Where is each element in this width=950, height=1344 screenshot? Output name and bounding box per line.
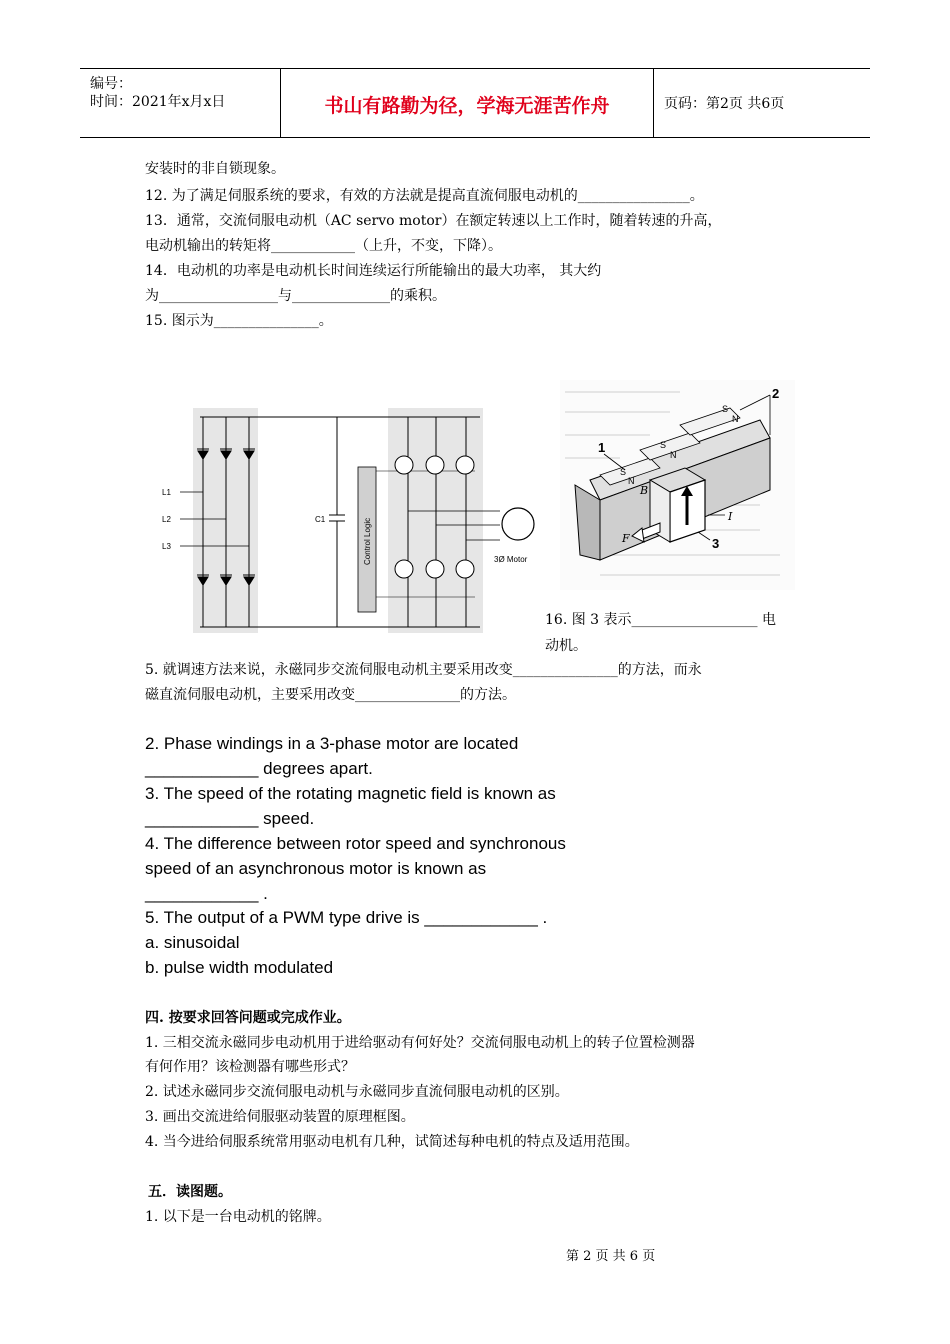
motor-label: 3Ø Motor — [494, 555, 528, 564]
question-5-cont: 磁直流伺服电动机，主要采用改变_______________的方法。 — [145, 687, 516, 703]
header-page-cell — [654, 69, 870, 137]
page-info: 页码：第2页 共6页 — [664, 96, 785, 112]
section-5-item: 1. 以下是一台电动机的铭牌。 — [145, 1209, 331, 1225]
pole-n-1: N — [628, 476, 635, 486]
control-logic-label: Control Logic — [363, 517, 372, 565]
section-4-item: 2. 试述永磁同步交流伺服电动机与永磁同步直流伺服电动机的区别。 — [145, 1084, 569, 1100]
label-c1: C1 — [315, 515, 326, 524]
section-5-title: 五．读图题。 — [148, 1184, 232, 1200]
pole-n-3: N — [732, 414, 739, 424]
capacitor-c1 — [329, 417, 345, 627]
callout-2: 2 — [772, 386, 780, 401]
question-13: 13．通常，交流伺服电动机（AC servo motor）在额定转速以上工作时，随着转速的升高， — [145, 213, 722, 229]
english-line: speed of an asynchronous motor is known as — [145, 859, 487, 878]
inverter-circuit-figure — [160, 405, 540, 640]
document-date: 时间：2021年x月x日 — [90, 94, 226, 110]
question-12: 12. 为了满足伺服系统的要求，有效的方法就是提高直流伺服电动机的________________。 — [145, 188, 704, 204]
text-line: 安装时的非自锁现象。 — [145, 161, 285, 177]
english-line: 2. Phase windings in a 3-phase motor are located — [145, 734, 519, 753]
motto: 书山有路勤为径，学海无涯苦作舟 — [324, 95, 610, 117]
english-line: 5. The output of a PWM type drive is ____________ . — [145, 908, 548, 927]
label-b: B — [640, 484, 649, 497]
section-4-item: 4. 当今进给伺服系统常用驱动电机有几种，试简述每种电机的特点及适用范围。 — [145, 1134, 639, 1150]
label-f: F — [622, 532, 630, 545]
question-16-cont: 动机。 — [545, 638, 587, 654]
pole-s-2: S — [660, 440, 667, 450]
english-line: ____________ speed. — [145, 809, 315, 828]
label-l1: L1 — [162, 488, 171, 497]
header-meta-cell — [80, 69, 281, 137]
section-4-item: 有何作用？该检测器有哪些形式？ — [145, 1059, 355, 1075]
pole-n-2: N — [670, 450, 677, 460]
pole-s-1: S — [620, 467, 627, 477]
english-line: ____________ . — [145, 884, 268, 903]
question-5: 5. 就调速方法来说，永磁同步交流伺服电动机主要采用改变_______________的方法，而永 — [145, 662, 702, 678]
section-4-item: 3. 画出交流进给伺服驱动装置的原理框图。 — [145, 1109, 415, 1125]
label-i: I — [728, 510, 733, 523]
english-line: ____________ degrees apart. — [145, 759, 373, 778]
english-line: a. sinusoidal — [145, 933, 240, 952]
header-motto-cell — [281, 69, 654, 137]
motor-symbol — [502, 508, 534, 540]
callout-3: 3 — [712, 536, 720, 551]
question-14: 14．电动机的功率是电动机长时间连续运行所能输出的最大功率， 其大约 — [145, 263, 602, 279]
linear-motor-figure — [560, 380, 795, 590]
pole-s-3: S — [722, 404, 729, 414]
question-14-cont: 为_________________与______________的乘积。 — [145, 288, 446, 304]
page-header — [80, 68, 870, 138]
page-footer: 第 2 页 共 6 页 — [566, 1249, 656, 1264]
label-l2: L2 — [162, 515, 171, 524]
label-l3: L3 — [162, 542, 171, 551]
english-line: 3. The speed of the rotating magnetic field is known as — [145, 784, 556, 803]
question-13-cont: 电动机输出的转矩将____________（上升，不变，下降）。 — [145, 238, 502, 254]
question-16: 16. 图 3 表示__________________ 电 — [545, 612, 776, 628]
callout-1: 1 — [598, 440, 606, 455]
document-number-label: 编号： — [90, 76, 132, 92]
section-4-item: 1. 三相交流永磁同步电动机用于进给驱动有何好处？交流伺服电动机上的转子位置检测器 — [145, 1035, 695, 1051]
english-line: b. pulse width modulated — [145, 958, 334, 977]
section-4-title: 四. 按要求回答问题或完成作业。 — [145, 1010, 351, 1026]
question-15: 15. 图示为_______________。 — [145, 313, 333, 329]
english-line: 4. The difference between rotor speed and synchronous — [145, 834, 566, 853]
